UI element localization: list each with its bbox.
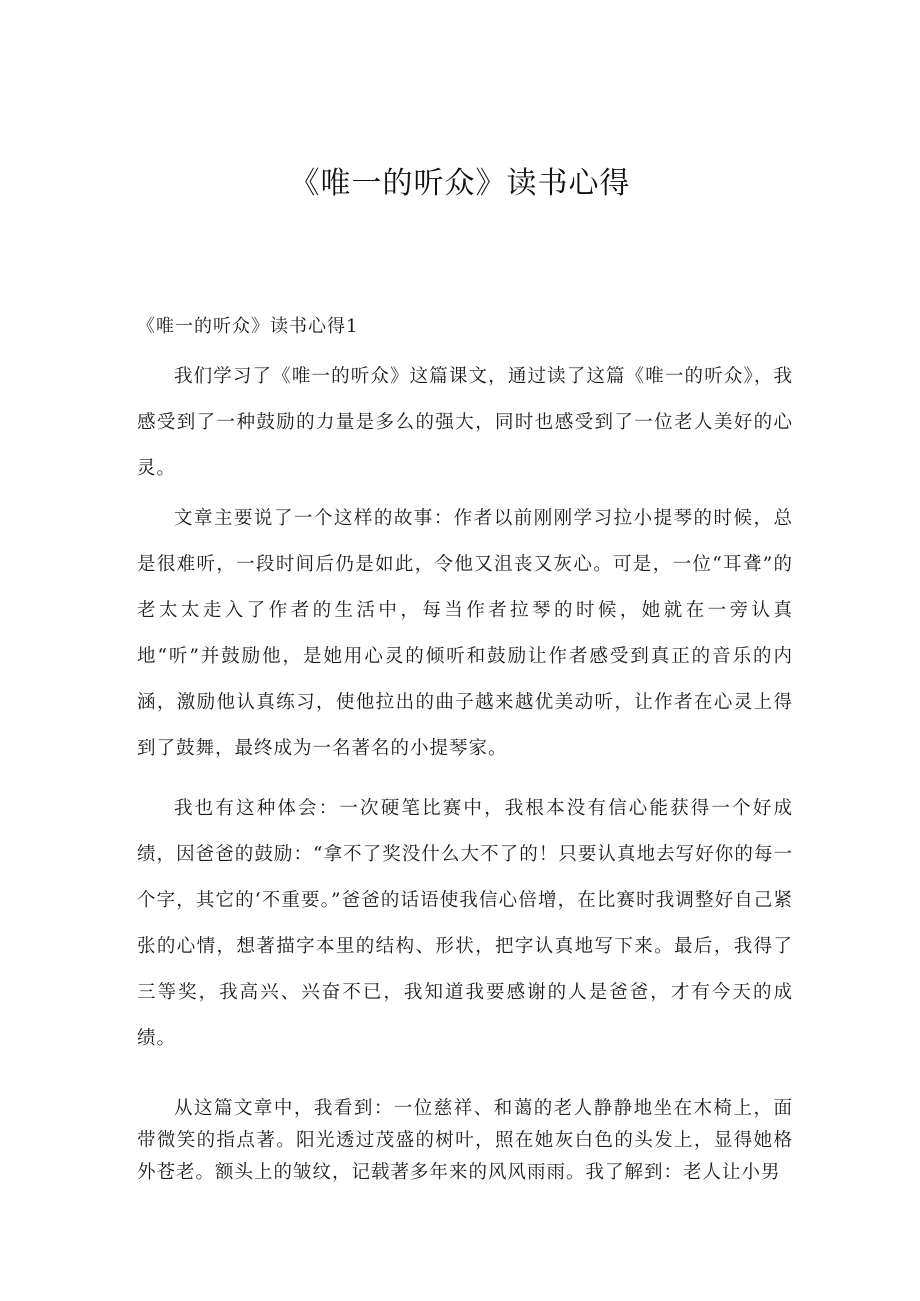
paragraph-4: 从这篇文章中，我看到：一位慈祥、和蔼的老人静静地坐在木椅上，面带微笑的指点著。阳光透过茂盛的树叶，照在她灰白色的头发上，显得她格外苍老。额头上的皱纹，记载著多年来的风风雨雨。我了解到：老人让小男	[137, 1098, 793, 1183]
paragraph-2: 文章主要说了一个这样的故事：作者以前刚刚学习拉小提琴的时候，总是很难听，一段时间后仍是如此，令他又沮丧又灰心。可是，一位“耳聋”的老太太走入了作者的生活中，每当作者拉琴的时候，她就在一旁认真地“听”并鼓励他，是她用心灵的倾听和鼓励让作者感受到真正的音乐的内涵，激励他认真练习，使他拉出的曲子越来越优美动听，让作者在心灵上得到了鼓舞，最终成为一名著名的小提琴家。	[137, 508, 793, 759]
paragraph-1: 我们学习了《唯一的听众》这篇课文，通过读了这篇《唯一的听众》，我感受到了一种鼓励的力量是多么的强大，同时也感受到了一位老人美好的心灵。	[137, 366, 793, 479]
section-heading: 《唯一的听众》读书心得1	[137, 316, 359, 337]
page-title: 《唯一的听众》读书心得	[289, 166, 631, 201]
paragraph-3: 我也有这种体会：一次硬笔比赛中，我根本没有信心能获得一个好成绩，因爸爸的鼓励：“拿不了奖没什么大不了的！只要认真地去写好你的每一个字，其它的‘不重要。”爸爸的话语使我信心倍增，在比赛时我调整好自己紧张的心情，想著描字本里的结构、形状，把字认真地写下来。最后，我得了三等奖，我高兴、兴奋不已，我知道我要感谢的人是爸爸，才有今天的成绩。	[137, 798, 793, 1049]
